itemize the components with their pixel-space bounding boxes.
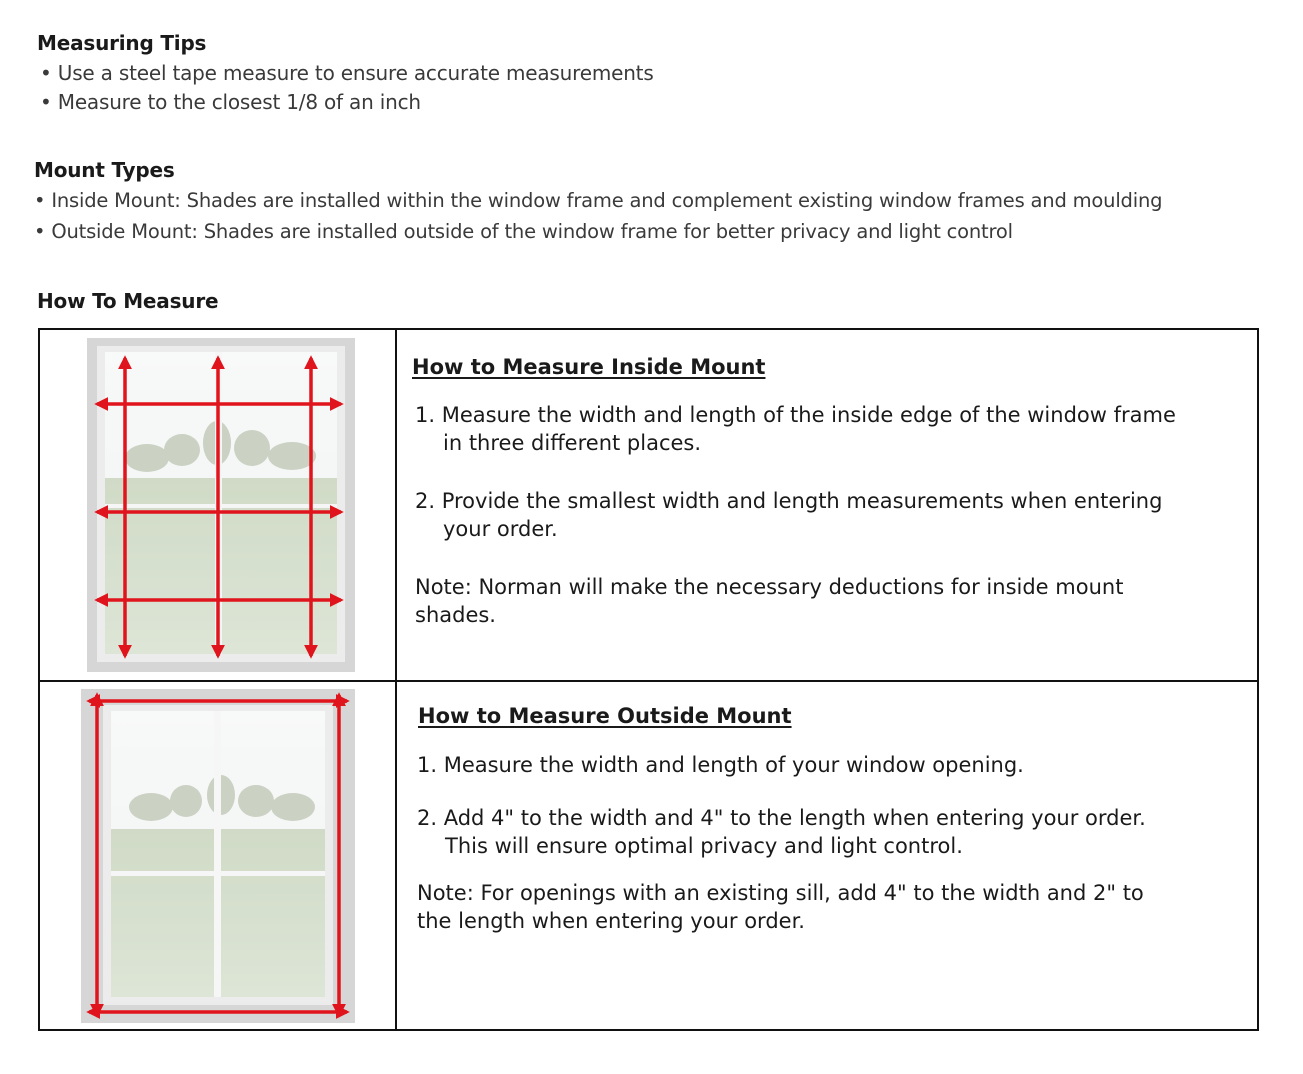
measuring-tip-2: • Measure to the closest 1/8 of an inch [40,90,421,114]
how-to-measure-table [38,328,1259,1031]
measuring-tips-heading: Measuring Tips [37,31,207,55]
table-divider-horizontal [40,680,1257,682]
outside-mount-step-2: 2. Add 4" to the width and 4" to the length when entering your order. This will ensure optimal privacy and light control. [417,806,1146,858]
outside-mount-step-1: 1. Measure the width and length of your window opening. [417,753,1024,777]
inside-mount-note: Note: Norman will make the necessary deductions for inside mount shades. [415,575,1124,627]
outside-mount-note: Note: For openings with an existing sill, add 4" to the width and 2" to the length when entering your order. [417,881,1144,933]
inside-mount-window-illustration [87,338,355,672]
outside-mount-window-illustration [81,689,355,1023]
how-to-measure-heading: How To Measure [37,289,219,313]
mount-type-inside: • Inside Mount: Shades are installed within the window frame and complement existing window frames and moulding [34,189,1163,212]
inside-mount-title: How to Measure Inside Mount [412,355,766,379]
inside-mount-step-2: 2. Provide the smallest width and length measurements when entering your order. [415,489,1163,541]
inside-mount-step-1: 1. Measure the width and length of the inside edge of the window frame in three different places. [415,403,1176,455]
outside-mount-title: How to Measure Outside Mount [418,704,792,728]
measuring-tip-1: • Use a steel tape measure to ensure accurate measurements [40,61,654,85]
mount-types-heading: Mount Types [34,158,175,182]
mount-type-outside: • Outside Mount: Shades are installed outside of the window frame for better privacy and light control [34,220,1013,243]
